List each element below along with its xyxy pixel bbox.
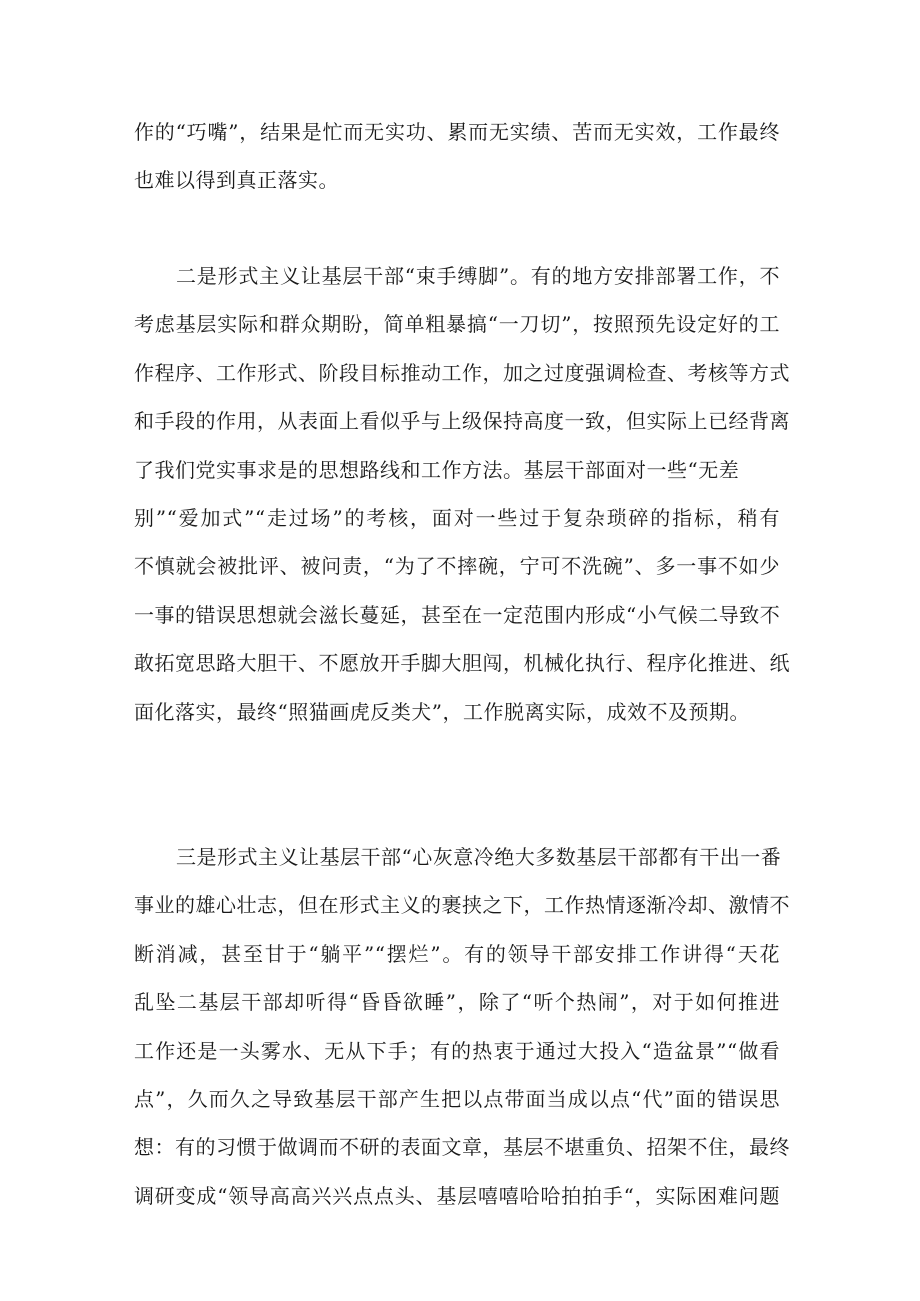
text-line: 面化落实，最终“照猫画虎反类犬”，工作脱离实际，成效不及预期。 <box>134 699 750 724</box>
text-line: 事业的雄心壮志，但在形式主义的裹挟之下，工作热情逐渐冷却、激情不 <box>134 893 790 918</box>
text-line: 三是形式主义让基层干部“心灰意冷绝大多数基层干部都有干出一番 <box>176 845 782 869</box>
text-line: 工作还是一头雾水、无从下手；有的热衷于通过大投入“造盆景”“做看 <box>134 1038 780 1063</box>
text-line: 不慎就会被批评、被问责，“为了不摔碗，宁可不洗碗”、多一事不如少 <box>134 554 780 579</box>
text-line: 考虑基层实际和群众期盼，简单粗暴搞“一刀切”，按照预先设定好的工 <box>134 312 780 337</box>
text-line: 和手段的作用，从表面上看似乎与上级保持高度一致，但实际上已经背离 <box>134 409 790 434</box>
text-line: 了我们党实事求是的思想路线和工作方法。基层干部面对一些“无差 <box>134 457 740 482</box>
text-line: 作程序、工作形式、阶段目标推动工作，加之过度强调检查、考核等方式 <box>134 360 790 385</box>
text-line: 点”，久而久之导致基层干部产生把以点带面当成以点“代”面的错误思 <box>134 1086 780 1111</box>
text-line: 也难以得到真正落实。 <box>134 168 339 193</box>
paragraph-continuation <box>134 108 780 205</box>
text-line: 断消减，甚至甘于“躺平”“摆烂”。有的领导干部安排工作讲得“天花 <box>134 941 780 966</box>
text-line: 别”“爱加式”“走过场”的考核，面对一些过于复杂琐碎的指标，稍有 <box>134 505 780 530</box>
paragraph-point-three <box>134 833 790 1220</box>
text-line: 调研变成“领导高高兴兴点点头、基层嘻嘻哈哈拍拍手“，实际困难问题 <box>134 1183 780 1208</box>
text-line: 作的“巧嘴”，结果是忙而无实功、累而无实绩、苦而无实效，工作最终 <box>134 120 780 144</box>
text-line: 敢拓宽思路大胆干、不愿放开手脚大胆闯，机械化执行、程序化推进、纸 <box>134 651 790 676</box>
text-line: 想：有的习惯于做调而不研的表面文章，基层不堪重负、招架不住，最终 <box>134 1135 790 1160</box>
text-line: 一事的错误思想就会滋长蔓延，甚至在一定范围内形成“小气候二导致不 <box>134 602 781 627</box>
text-line: 二是形式主义让基层干部“束手缚脚”。有的地方安排部署工作，不 <box>176 264 780 288</box>
text-line: 乱坠二基层干部却听得“昏昏欲睡”，除了“听个热闹”，对于如何推进 <box>134 990 780 1015</box>
paragraph-point-two <box>134 252 790 736</box>
